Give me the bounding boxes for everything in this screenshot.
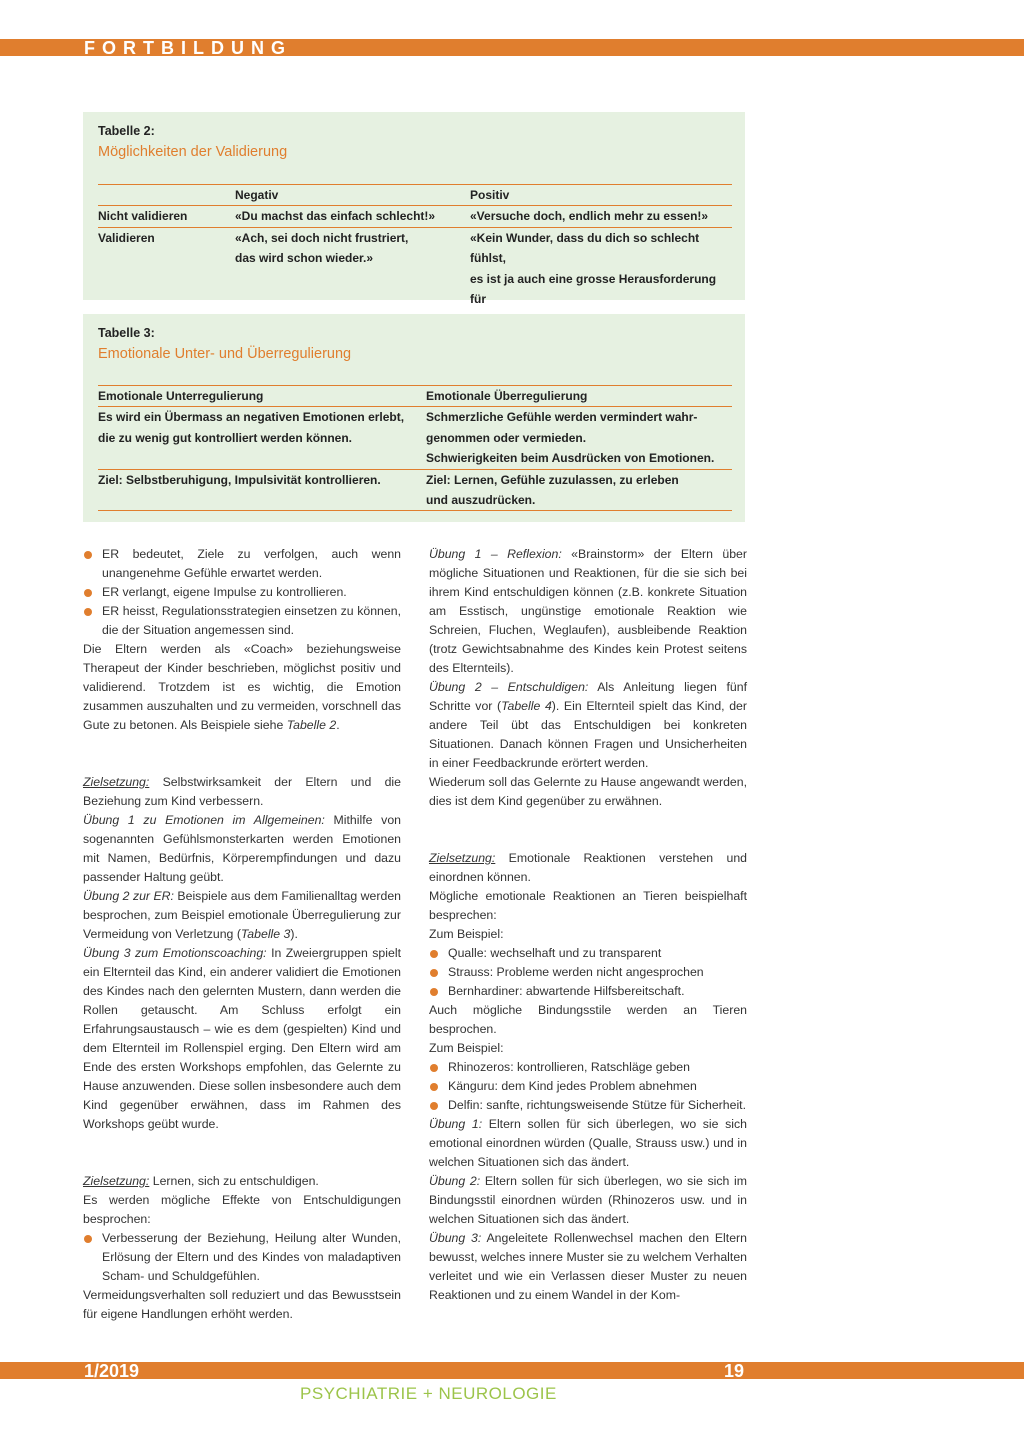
- table3-cell: Schmerzliche Gefühle werden vermindert wahr- genommen oder vermieden. Schwierigkeiten beim Ausdrücken von Emotionen.: [426, 410, 715, 466]
- page-number: 19: [724, 1361, 745, 1381]
- table3-box: [83, 314, 745, 522]
- paragraph: Zum Beispiel:: [429, 927, 504, 941]
- paragraph: Wiederum soll das Gelernte zu Hause angewandt werden, dies ist dem Kind gegenüber zu erwähnen.: [429, 775, 747, 808]
- list-item-text: Bernhardiner: abwartende Hilfsbereitschaft.: [448, 984, 685, 998]
- table3-cell: Ziel: Lernen, Gefühle zuzulassen, zu erleben und auszudrücken.: [426, 472, 679, 508]
- table2-box: [83, 112, 745, 307]
- bullet-icon: [430, 1102, 438, 1110]
- table3-head-1: Emotionale Überregulierung: [426, 389, 588, 403]
- right-column: [429, 545, 747, 1305]
- table3: [98, 385, 732, 511]
- text: ). Ein Elternteil spielt das Kind, der andere Teil übt das Entschuldigen bei konkreten Situationen. Danach können Fragen und Unsicherheiten in einer Feedbackrunde erörtert werden.: [429, 699, 747, 770]
- list-item-text: ER heisst, Regulationsstrategien einsetzen zu können, die der Situation angemessen sind.: [102, 604, 401, 637]
- goal-label: Zielsetzung:: [83, 775, 150, 789]
- table2-head-2: Positiv: [470, 188, 510, 202]
- table3-number: Tabelle 3:: [98, 326, 155, 340]
- paragraph: [83, 887, 401, 944]
- bullet-icon: [430, 950, 438, 958]
- paragraph: Zum Beispiel:: [429, 1041, 504, 1055]
- table-row: [98, 206, 732, 227]
- paragraph: [83, 811, 401, 887]
- bullet-icon: [430, 1083, 438, 1091]
- table2-cell: Nicht validieren: [98, 209, 188, 224]
- table-row: [98, 469, 732, 511]
- bullet-icon: [84, 1235, 92, 1243]
- exercise-label: Übung 3 zum Emotionscoaching:: [83, 946, 267, 960]
- table2-cell: «Versuche doch, endlich mehr zu essen!»: [470, 209, 709, 224]
- bullet-icon: [84, 589, 92, 597]
- table2-cell: «Ach, sei doch nicht frustriert, das wird schon wieder.»: [235, 230, 409, 266]
- list-item: [83, 545, 401, 583]
- table3-title: Emotionale Unter- und Überregulierung: [98, 346, 352, 362]
- bullet-list: [83, 1229, 401, 1286]
- spacer: [83, 1134, 401, 1172]
- text: Mithilfe von sogenannten Gefühlsmonsterkarten werden Emotionen mit Namen, Bedürfnis, Körperempfindungen und dazu passender Haltung geübt.: [83, 813, 401, 884]
- table2-cell: «Kein Wunder, dass du dich so schlecht fühlst, es ist ja auch eine grosse Herausforderung für: [470, 230, 717, 307]
- exercise-label: Übung 1 – Reflexion:: [429, 547, 562, 561]
- paragraph: [83, 773, 401, 811]
- list-item-text: Känguru: dem Kind jedes Problem abnehmen: [448, 1079, 697, 1093]
- bullet-icon: [84, 551, 92, 559]
- bullet-list: [83, 545, 401, 640]
- list-item: [429, 982, 747, 1001]
- table-reference: Tabelle 3: [240, 927, 291, 941]
- text: Als Anleitung liegen fünf Schritte vor (: [429, 680, 747, 713]
- exercise-label: Übung 1 zu Emotionen im Allgemeinen:: [83, 813, 325, 827]
- list-item-text: ER verlangt, eigene Impulse zu kontrollieren.: [102, 585, 347, 599]
- list-item: [429, 944, 747, 963]
- list-item-text: Qualle: wechselhaft und zu transparent: [448, 946, 662, 960]
- bullet-icon: [430, 988, 438, 996]
- paragraph: [429, 545, 747, 678]
- text: .: [336, 718, 340, 732]
- paragraph: Es werden mögliche Effekte von Entschuldigungen besprochen:: [83, 1193, 401, 1226]
- spacer: [83, 735, 401, 773]
- text: Lernen, sich zu entschuldigen.: [149, 1174, 319, 1188]
- goal-label: Zielsetzung:: [83, 1174, 150, 1188]
- table2-cell: «Du machst das einfach schlecht!»: [235, 209, 436, 224]
- section-title: FORTBILDUNG: [84, 38, 292, 58]
- text: Eltern sollen für sich überlegen, wo sie sich im Bindungsstil einordnen würden (Rhinozeros usw. und in welchen Situationen sich das ändert.: [429, 1174, 747, 1226]
- footer-band: [0, 1362, 1024, 1379]
- table-reference: Tabelle 4: [501, 699, 552, 713]
- list-item-text: Rhinozeros: kontrollieren, Ratschläge geben: [448, 1060, 690, 1074]
- exercise-label: Übung 2 zur ER:: [83, 889, 174, 903]
- list-item: [83, 583, 401, 602]
- bullet-list: [429, 944, 747, 1001]
- table3-cell: Es wird ein Übermass an negativen Emotionen erlebt, die zu wenig gut kontrolliert werden können.: [98, 410, 405, 445]
- text: In Zweiergruppen spielt ein Elternteil das Kind, ein anderer validiert die Emotionen des Kindes nach den gelernten Mustern, dann werden die Rollen getauscht. Am Schluss erfolgt ein Erfahrungsaustausch – wie es dem (gespielten) Kind und dem Elternteil im Rollenspiel erging. Den Eltern wird am Ende des ersten Workshops empfohlen, das Gelernte zu Hause anzuwenden. Diese sollen insbesondere auch dem Kind gegenüber erwähnen, dass im Rahmen des Workshops geübt wurde.: [83, 946, 401, 1131]
- paragraph: [429, 849, 747, 887]
- paragraph: [429, 678, 747, 773]
- list-item: [429, 1058, 747, 1077]
- table2-number: Tabelle 2:: [98, 124, 155, 138]
- journal-name: PSYCHIATRIE + NEUROLOGIE: [300, 1384, 557, 1403]
- paragraph: [429, 1115, 747, 1172]
- bullet-list: [429, 1058, 747, 1115]
- text: Selbstwirksamkeit der Eltern und die Beziehung zum Kind verbessern.: [83, 775, 401, 808]
- paragraph: [429, 1229, 747, 1305]
- list-item: [429, 1096, 747, 1115]
- paragraph: Auch mögliche Bindungsstile werden an Tieren besprochen.: [429, 1003, 747, 1036]
- list-item-text: Verbesserung der Beziehung, Heilung alter Wunden, Erlösung der Eltern und des Kindes von maladaptiven Scham- und Schuldgefühlen.: [102, 1231, 401, 1283]
- table3-head-0: Emotionale Unterregulierung: [98, 389, 264, 403]
- list-item-text: Strauss: Probleme werden nicht angesprochen: [448, 965, 704, 979]
- table-row: [98, 407, 732, 469]
- exercise-label: Übung 3:: [429, 1231, 482, 1245]
- bullet-icon: [430, 1064, 438, 1072]
- list-item-text: Delfin: sanfte, richtungsweisende Stütze für Sicherheit.: [448, 1098, 747, 1112]
- table2-head-0: [98, 185, 235, 206]
- paragraph: [429, 1172, 747, 1229]
- table-reference: Tabelle 2: [286, 718, 337, 732]
- table2: [98, 184, 732, 331]
- table2-cell: Validieren: [98, 230, 155, 245]
- exercise-label: Übung 1:: [429, 1117, 483, 1131]
- text: ).: [290, 927, 298, 941]
- table2-title: Möglichkeiten der Validierung: [98, 144, 288, 160]
- goal-label: Zielsetzung:: [429, 851, 496, 865]
- table3-cell: Ziel: Selbstberuhigung, Impulsivität kontrollieren.: [98, 472, 381, 487]
- table2-head-1: Negativ: [235, 188, 279, 202]
- text: Angeleitete Rollenwechsel machen den Eltern bewusst, welches innere Muster sie zu welchem Verhalten verleitet und wie ein Verlassen dieser Muster zu neuen Reaktionen und zu einem Wandel in der Kom-: [429, 1231, 747, 1302]
- text: Emotionale Reaktionen verstehen und einordnen können.: [429, 851, 747, 884]
- text: Eltern sollen für sich überlegen, wo sie sich emotional einordnen würden (Qualle, Strauss usw.) und in welchen Situationen sich das ändert.: [429, 1117, 747, 1169]
- paragraph: [83, 944, 401, 1134]
- text: Die Eltern werden als «Coach» beziehungsweise Therapeut der Kinder beschrieben, möglichst positiv und validierend. Trotzdem ist es wichtig, die Emotion zusammen auszuhalten und zu vermeiden, vorschnell das Gute zu betonen. Als Beispiele siehe: [83, 642, 401, 732]
- issue-number: 1/2019: [84, 1361, 140, 1381]
- text: Beispiele aus dem Familienalltag werden besprochen, zum Beispiel emotionale Überregulierung zur Vermeidung von Verletzung (: [83, 889, 401, 941]
- list-item-text: ER bedeutet, Ziele zu verfolgen, auch wenn unangenehme Gefühle erwartet werden.: [102, 547, 401, 580]
- list-item: [83, 1229, 401, 1286]
- paragraph: [83, 640, 401, 735]
- list-item: [83, 602, 401, 640]
- text: «Brainstorm» der Eltern über mögliche Situationen und Reaktionen, für die sie sich bei ihrem Kind entschuldigen können (z.B. konkrete Situation am Esstisch, ungünstige emotionale Reaktion wie Schreien, Fluchen, Weglaufen), ausbleibende Reaktion (trotz Gewichtsabnahme des Kindes kein Protest seitens des Elternteils).: [429, 547, 747, 675]
- exercise-label: Übung 2 – Entschuldigen:: [429, 680, 589, 694]
- left-column: [83, 545, 401, 1324]
- paragraph: Mögliche emotionale Reaktionen an Tieren beispielhaft besprechen:: [429, 889, 747, 922]
- spacer: [429, 811, 747, 849]
- exercise-label: Übung 2:: [429, 1174, 481, 1188]
- paragraph: Vermeidungsverhalten soll reduziert und das Bewusstsein für eigene Handlungen erhöht werden.: [83, 1288, 401, 1321]
- list-item: [429, 963, 747, 982]
- list-item: [429, 1077, 747, 1096]
- bullet-icon: [430, 969, 438, 977]
- bullet-icon: [84, 608, 92, 616]
- paragraph: [83, 1172, 401, 1191]
